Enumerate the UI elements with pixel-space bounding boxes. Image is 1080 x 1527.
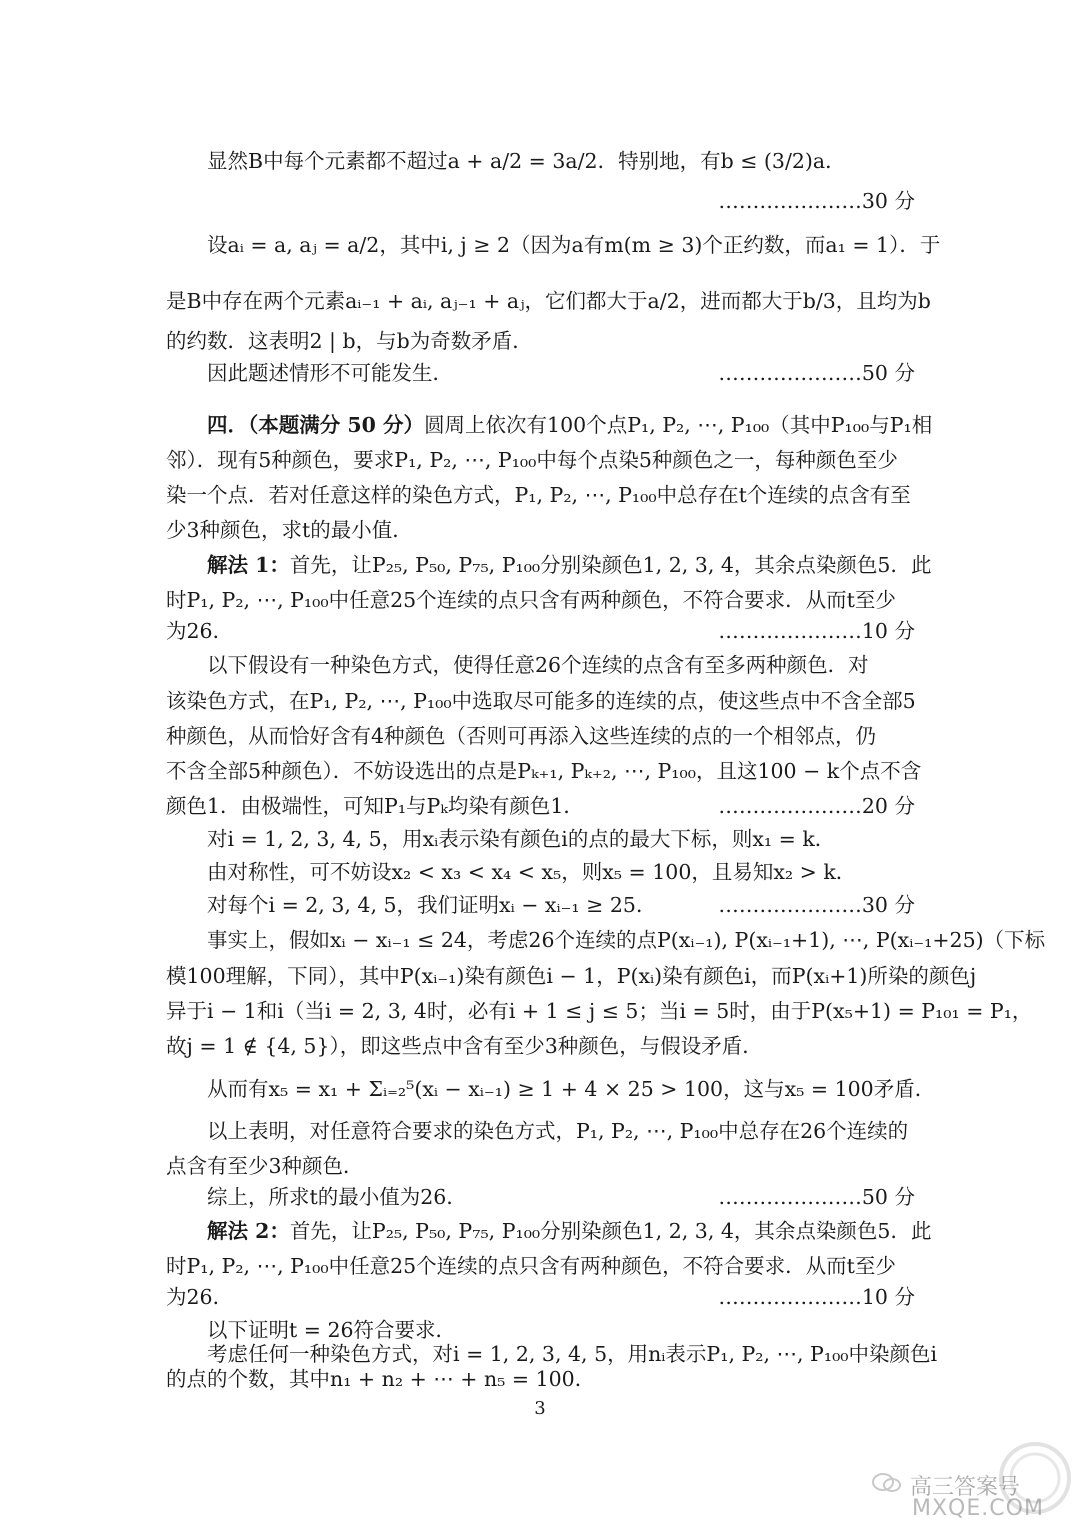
score-marker: …………………30 分	[718, 189, 915, 213]
solution-text: 首先，让P₂₅, P₅₀, P₇₅, P₁₀₀分别染颜色1, 2, 3, 4，其余点染颜色5．此	[289, 1219, 932, 1243]
solution-line: 点含有至少3种颜色．	[166, 1154, 364, 1178]
page-number: 3	[534, 1398, 546, 1419]
score-marker: …………………30 分	[718, 893, 915, 917]
solution-line: 模100理解，下同），其中P(xᵢ₋₁)染有颜色i − 1，P(xᵢ)染有颜色i，而P(xᵢ+1)所染的颜色j	[166, 964, 977, 988]
score-marker: …………………10 分	[718, 619, 915, 643]
score-marker: …………………10 分	[718, 1285, 915, 1309]
solution-line	[207, 1214, 932, 1248]
solution-line: 种颜色，从而恰好含有4种颜色（否则可再添入这些连续的点的一个相邻点，仍	[166, 724, 877, 748]
score-marker: …………………50 分	[718, 1185, 915, 1209]
solution-line: 以上表明，对任意符合要求的染色方式，P₁, P₂, ⋯, P₁₀₀中总存在26个连续的	[207, 1119, 909, 1143]
solution-line: 以下假设有一种染色方式，使得任意26个连续的点含有至多两种颜色．对	[207, 653, 869, 677]
problem-statement-line: 邻）．现有5种颜色，要求P₁, P₂, ⋯, P₁₀₀中每个点染5种颜色之一，每种颜色至少	[166, 448, 898, 472]
score-marker: …………………50 分	[718, 361, 915, 385]
problem-statement-line: 少3种颜色，求t的最小值．	[166, 518, 413, 542]
solution-line: 为26．	[166, 1285, 234, 1309]
solution-line: 综上，所求t的最小值为26．	[207, 1185, 467, 1209]
text-line: 因此题述情形不可能发生．	[207, 361, 453, 385]
solution-line: 为26．	[166, 619, 234, 643]
solution-line: 不含全部5种颜色）．不妨设选出的点是Pₖ₊₁, Pₖ₊₂, ⋯, P₁₀₀，且这100 − k个点不含	[166, 759, 922, 783]
solution-line: 从而有x₅ = x₁ + Σᵢ₌₂⁵(xᵢ − xᵢ₋₁) ≥ 1 + 4 × 25 > 100，这与x₅ = 100矛盾．	[207, 1077, 936, 1101]
method-2-label: 解法 2：	[207, 1219, 290, 1243]
text-line: 是B中存在两个元素aᵢ₋₁ + aᵢ, aⱼ₋₁ + aⱼ，它们都大于a/2，进而都大于b/3，且均为b	[166, 289, 931, 313]
problem-statement-line	[207, 408, 933, 442]
problem-statement-line: 染一个点．若对任意这样的染色方式，P₁, P₂, ⋯, P₁₀₀中总存在t个连续的点含有至	[166, 483, 911, 507]
solution-line: 事实上，假如xᵢ − xᵢ₋₁ ≤ 24，考虑26个连续的点P(xᵢ₋₁), P(xᵢ₋₁+1), ⋯, P(xᵢ₋₁+25)（下标	[207, 928, 1046, 952]
solution-line: 该染色方式，在P₁, P₂, ⋯, P₁₀₀中选取尽可能多的连续的点，使这些点中不含全部5	[166, 689, 916, 713]
solution-line: 由对称性，可不妨设x₂ < x₃ < x₄ < x₅，则x₅ = 100，且易知x₂ > k．	[207, 860, 857, 884]
method-1-label: 解法 1：	[207, 553, 290, 577]
solution-text: 首先，让P₂₅, P₅₀, P₇₅, P₁₀₀分别染颜色1, 2, 3, 4，其余点染颜色5．此	[289, 553, 932, 577]
text-line: 设aᵢ = a, aⱼ = a/2，其中i, j ≥ 2（因为a有m(m ≥ 3)个正约数，而a₁ = 1）．于	[207, 233, 941, 257]
solution-line: 的点的个数，其中n₁ + n₂ + ⋯ + n₅ = 100．	[166, 1367, 596, 1391]
text-line: 显然B中每个元素都不超过a + a/2 = 3a/2．特别地，有b ≤ (3/2)a．	[207, 149, 846, 173]
watermark-account: 高三答案号	[910, 1475, 1021, 1500]
text-line: 的约数．这表明2 | b，与b为奇数矛盾．	[166, 329, 533, 353]
solution-line: 对每个i = 2, 3, 4, 5，我们证明xᵢ − xᵢ₋₁ ≥ 25．	[207, 893, 657, 917]
solution-line: 对i = 1, 2, 3, 4, 5，用xᵢ表示染有颜色i的点的最大下标，则x₁ = k．	[207, 827, 836, 851]
wechat-icon	[872, 1472, 902, 1494]
solution-line: 时P₁, P₂, ⋯, P₁₀₀中任意25个连续的点只含有两种颜色，不符合要求．从而t至少	[166, 1254, 896, 1278]
problem-text: 圆周上依次有100个点P₁, P₂, ⋯, P₁₀₀（其中P₁₀₀与P₁相	[424, 413, 933, 437]
solution-text: 考虑任何一种染色方式，对i = 1, 2, 3, 4, 5，用nᵢ表示P₁, P₂, ⋯, P₁₀₀中染颜色i	[207, 1342, 938, 1366]
solution-line: 时P₁, P₂, ⋯, P₁₀₀中任意25个连续的点只含有两种颜色，不符合要求．从而t至少	[166, 588, 896, 612]
watermark-site: MXQE.COM	[912, 1496, 1044, 1521]
problem-heading: 四．（本题满分 50 分）	[207, 413, 425, 437]
solution-line: 颜色1．由极端性，可知P₁与Pₖ均染有颜色1．	[166, 794, 584, 818]
solution-line	[207, 1337, 938, 1371]
solution-line	[207, 548, 932, 582]
score-marker: …………………20 分	[718, 794, 915, 818]
solution-line: 异于i − 1和i（当i = 2, 3, 4时，必有i + 1 ≤ j ≤ 5；当i = 5时，由于P(x₅+1) = P₁₀₁ = P₁，	[166, 999, 1033, 1023]
solution-line: 故j = 1 ∉ {4, 5}），即这些点中含有至少3种颜色，与假设矛盾．	[166, 1034, 763, 1058]
solution-line: 以下证明t = 26符合要求．	[207, 1318, 457, 1342]
